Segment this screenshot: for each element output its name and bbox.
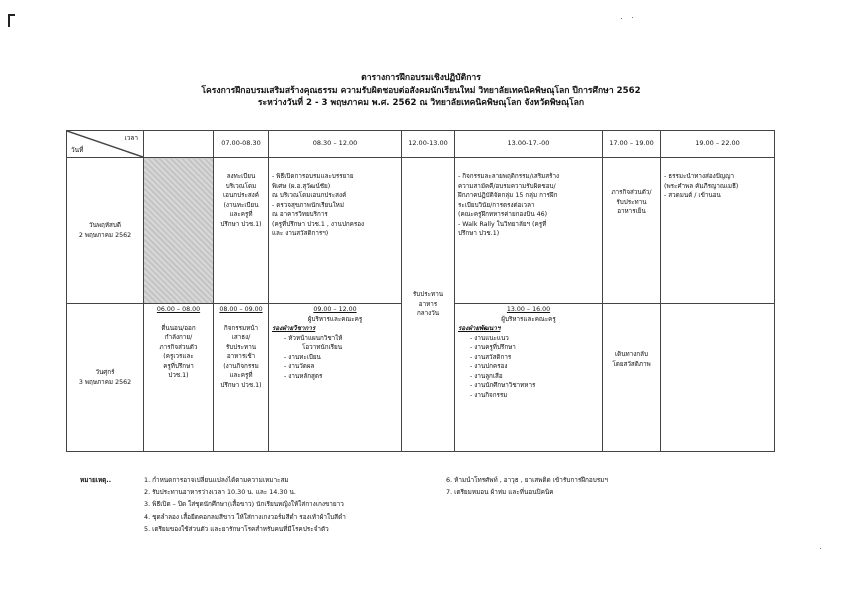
text-line: บริเวณโดม bbox=[225, 182, 257, 190]
note-item: 7. เตรียมหมอน ผ้าห่ม และที่นอนปิคนิค bbox=[446, 488, 554, 497]
day2-name: วันศุกร์ bbox=[95, 369, 115, 376]
text-line: - พิธีเปิดการอบรมและบรรยาย bbox=[272, 173, 354, 180]
day2-academic-cell bbox=[269, 304, 402, 452]
text-line: รับประทาน bbox=[412, 291, 444, 299]
notes-label: หมายเหตุ.. bbox=[80, 476, 112, 484]
list-item: - งานทะเบียน bbox=[284, 353, 321, 361]
list-item: - งานกิจกรรม bbox=[470, 391, 508, 399]
text-line: ความสามัคคี/อบรมความรับผิดชอบ/ bbox=[458, 182, 556, 190]
day1-night-cell bbox=[661, 158, 775, 304]
day2-return-cell bbox=[603, 304, 661, 452]
text-line: เอนกประสงค์ bbox=[223, 192, 259, 199]
text-line: ครูที่ปรึกษา bbox=[163, 362, 194, 370]
text-line: กำลังกาย/ bbox=[164, 334, 193, 341]
note-item: 3. พิธีเปิด – ปิด ใส่ชุดนักศึกษา(เสื้อขาว) นักเรียนหญิงให้ใส่กางเกงขายาว bbox=[144, 500, 344, 509]
text-line: (พระคำพล คัมภีรญาณเมธี) bbox=[664, 182, 739, 190]
list-item: - งานแนะแนว bbox=[470, 334, 509, 342]
day1-early-cell-shaded bbox=[144, 158, 214, 304]
text-line: - ตรวจสุขภาพนักเรียนใหม่ bbox=[272, 201, 344, 209]
day1-registration-cell bbox=[214, 158, 269, 304]
day2-development-time: 13.00 – 16.00 bbox=[506, 306, 551, 313]
text-line: ปวช.1) bbox=[168, 372, 189, 379]
list-item: - งานครูที่ปรึกษา bbox=[470, 344, 516, 351]
text-line: ระเบียบวินัย/การตรงต่อเวลา bbox=[458, 201, 535, 209]
text-line: อาหาร bbox=[418, 300, 438, 308]
note-item: 6. ห้ามนำโทรศัพท์ , อาวุธ , ยาเสพติด เข้ารับการฝึกอบรมฯ bbox=[446, 476, 608, 484]
day2-development-head: รองฝ่ายพัฒนาฯ bbox=[458, 325, 501, 332]
text-line: พิเศษ (ผ.อ.สุวัฒน์ชัย) bbox=[272, 182, 331, 190]
text-line: ภารกิจส่วนตัว bbox=[159, 343, 198, 351]
scan-speck bbox=[820, 548, 821, 549]
list-item: - งานปกครอง bbox=[470, 363, 508, 370]
text-line: - กิจกรรมละลายพฤติกรรม/เสริมสร้าง bbox=[458, 173, 560, 180]
list-item: - หัวหน้าแผนกวิชาให้ bbox=[284, 334, 343, 342]
scan-corner-mark bbox=[8, 14, 10, 27]
text-line: และ งานสวัสดิการฯ) bbox=[272, 230, 329, 237]
text-line: (ครูที่ปรึกษา ปวช.1 , งานปกครอง bbox=[272, 220, 365, 228]
scan-speck bbox=[621, 18, 622, 19]
note-item: 5. เตรียมของใช้ส่วนตัว และยารักษาโรคสำหรับคนที่มีโรคประจำตัว bbox=[144, 524, 329, 533]
note-item: 2. รับประทานอาหารว่างเวลา 10.30 น. และ 14.30 น. bbox=[144, 488, 296, 497]
day2-academic-by: ผู้บริหารและคณะครู bbox=[307, 315, 363, 323]
text-line: - สวดมนต์ / เข้านอน bbox=[664, 192, 721, 199]
corner-day-label: วันที่ bbox=[71, 145, 84, 154]
text-line: ตื่นนอน/ออก bbox=[161, 324, 196, 332]
day2-date: 3 พฤษภาคม 2562 bbox=[78, 378, 132, 386]
day2-academic-time: 09.00 – 12.00 bbox=[313, 306, 357, 313]
text-line: ณ บริเวณโดมเอนกประสงค์ bbox=[272, 192, 347, 199]
day1-afternoon-cell bbox=[455, 158, 603, 304]
list-item: - งานหลักสูตร bbox=[284, 372, 323, 380]
day2-early-cell bbox=[144, 304, 214, 452]
text-line: รับประทาน bbox=[225, 343, 257, 351]
day1-label-cell bbox=[67, 158, 144, 304]
text-line: ปรึกษา ปวช.1) bbox=[220, 381, 262, 389]
text-line: - Walk Rally ในวิทยาลัยฯ (ครูที่ bbox=[458, 220, 547, 228]
column-header-0700: 07.00-08.30 bbox=[214, 131, 269, 158]
list-item: โอวาทนักเรียน bbox=[302, 344, 343, 351]
column-header-1900: 19.00 – 22.00 bbox=[661, 131, 775, 158]
day2-morning-cell bbox=[214, 304, 269, 452]
text-line: ปรึกษา ปวช.1) bbox=[220, 220, 262, 228]
text-line: (คณะครูฝึกทหารค่ายกองบิน 46) bbox=[458, 211, 548, 218]
text-line: (งานกิจกรรม bbox=[223, 362, 259, 370]
text-line: (ครูเวรและ bbox=[163, 353, 194, 360]
day2-morning-time: 08.00 – 09.00 bbox=[219, 306, 263, 313]
text-line: อาหารเย็น bbox=[617, 208, 646, 215]
column-header-1700: 17.00 – 19.00 bbox=[603, 131, 661, 158]
text-line: รับประทาน bbox=[616, 198, 647, 206]
text-line: กลางวัน bbox=[416, 310, 440, 318]
text-line: ฝึกภาคปฏิบัติจัดกลุ่ม 15 กลุ่ม การฝึก bbox=[458, 192, 558, 199]
document-title: ตารางการฝึกอบรมเชิงปฏิบัติการ bbox=[361, 73, 481, 83]
text-line: และครูที่ bbox=[229, 372, 253, 379]
text-line: (งานทะเบียน bbox=[223, 201, 259, 209]
notes-left-column bbox=[144, 474, 346, 535]
day1-date: 2 พฤษภาคม 2562 bbox=[78, 231, 132, 239]
date-location: ระหว่างวันที่ 2 - 3 พฤษภาคม พ.ศ. 2562 ณ วิทยาลัยเทคนิคพิษณุโลก จังหวัดพิษณุโลก bbox=[257, 98, 585, 108]
text-line: เดินทางกลับ bbox=[615, 351, 648, 358]
day2-early-time: 06.00 – 08.00 bbox=[156, 306, 201, 313]
schedule-table bbox=[66, 130, 775, 452]
column-header-0830: 08.30 – 12.00 bbox=[269, 131, 402, 158]
column-header-1300: 13.00-17.-00 bbox=[455, 131, 603, 158]
document-header bbox=[0, 72, 842, 110]
list-item: - งานลูกเสือ bbox=[470, 372, 503, 380]
corner-time-label: เวลา bbox=[124, 134, 138, 142]
day2-academic-head: รองฝ่ายวิชาการ bbox=[272, 325, 316, 332]
day1-name: วันพฤหัสบดี bbox=[89, 222, 121, 229]
corner-header-cell bbox=[67, 131, 144, 158]
scan-speck bbox=[632, 17, 633, 18]
notes-right-column bbox=[446, 474, 608, 498]
text-line: โดยสวัสดิภาพ bbox=[612, 360, 651, 368]
text-line: ณ อาคารวิทยบริการ bbox=[272, 211, 328, 218]
list-item: - งานวัดผล bbox=[284, 363, 315, 370]
header-row bbox=[67, 131, 775, 158]
note-item: 1. กำหนดการอาจเปลี่ยนแปลงได้ตามความเหมาะสม bbox=[144, 476, 289, 484]
text-line: อาหารเช้า bbox=[226, 353, 256, 360]
text-line: ลงทะเบียน bbox=[226, 173, 256, 180]
day2-label-cell bbox=[67, 304, 144, 452]
day1-opening-cell bbox=[269, 158, 402, 304]
day1-evening-cell bbox=[603, 158, 661, 304]
column-header-1200: 12.00-13.00 bbox=[402, 131, 455, 158]
day2-development-cell bbox=[455, 304, 603, 452]
day2-development-by: ผู้บริหารและคณะครู bbox=[501, 315, 556, 323]
text-line: ปรึกษา ปวช.1) bbox=[458, 230, 500, 237]
day2-night-cell bbox=[661, 304, 775, 452]
day1-row bbox=[67, 158, 775, 304]
note-item: 4. ชุดลำลอง เสื้อยืดคอกลมสีขาว ให้ใส่กางเกงวอร์มสีดำ รองเท้าผ้าใบสีดำ bbox=[144, 512, 346, 521]
text-line: เสาธง/ bbox=[231, 334, 251, 341]
text-line: ภารกิจส่วนตัว/ bbox=[611, 189, 652, 196]
list-item: - งานนักศึกษาวิชาทหาร bbox=[470, 382, 536, 389]
text-line: - ธรรมะนำทางส่องปัญญา bbox=[664, 173, 734, 180]
project-title: โครงการฝึกอบรมเสริมสร้างคุณธรรม ความรับผิดชอบต่อสังคมนักเรียนใหม่ วิทยาลัยเทคนิคพิษณุโลก ปีการศึกษา 2562 bbox=[201, 85, 641, 96]
column-header-blank bbox=[144, 131, 214, 158]
lunch-cell bbox=[402, 158, 455, 452]
list-item: - งานสวัสดิการ bbox=[470, 353, 512, 361]
text-line: และครูที่ bbox=[229, 211, 253, 218]
text-line: กิจกรรมหน้า bbox=[223, 324, 259, 332]
